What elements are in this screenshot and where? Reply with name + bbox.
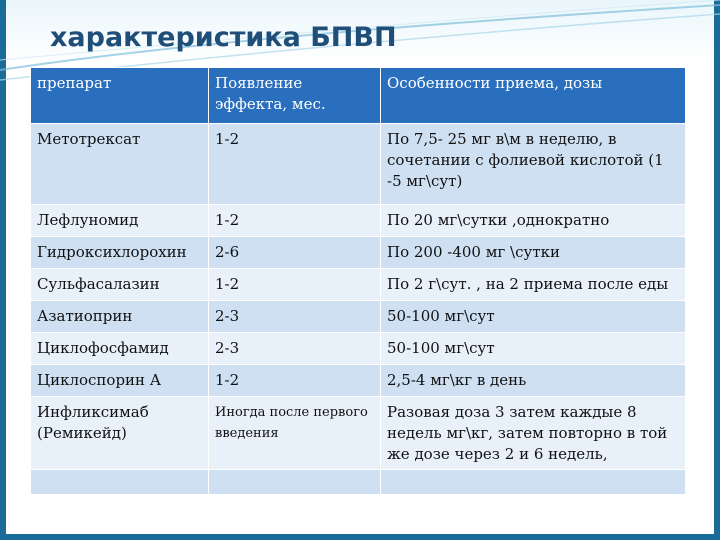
cell-drug: Инфликсимаб (Ремикейд) [31, 397, 209, 470]
cell-onset: 2-6 [209, 237, 381, 269]
header-onset: Появление эффекта, мес. [209, 68, 381, 124]
table-row [31, 397, 686, 470]
table-row [31, 365, 686, 397]
cell-drug: Метотрексат [31, 124, 209, 205]
cell-onset: Иногда после первого введения [209, 397, 381, 470]
cell-dosing: По 20 мг\сутки ,однократно [381, 205, 686, 237]
cell-drug: Лефлуномид [31, 205, 209, 237]
table-row [31, 301, 686, 333]
cell-drug: Циклоспорин А [31, 365, 209, 397]
cell-onset: 1-2 [209, 205, 381, 237]
table-row [31, 205, 686, 237]
cell-dosing: По 200 -400 мг \сутки [381, 237, 686, 269]
cell-onset [209, 470, 381, 495]
table-row [31, 237, 686, 269]
header-dosing: Особенности приема, дозы [381, 68, 686, 124]
cell-dosing: 50-100 мг\сут [381, 333, 686, 365]
cell-onset: 1-2 [209, 269, 381, 301]
cell-dosing: Разовая доза 3 затем каждые 8 недель мг\кг, затем повторно в той же дозе через 2 и 6 недель, [381, 397, 686, 470]
cell-dosing: 50-100 мг\сут [381, 301, 686, 333]
table-row [31, 124, 686, 205]
slide-title: характеристика БПВП [50, 22, 397, 53]
cell-dosing: 2,5-4 мг\кг в день [381, 365, 686, 397]
cell-drug [31, 470, 209, 495]
cell-onset: 1-2 [209, 365, 381, 397]
table-row [31, 333, 686, 365]
cell-drug: Азатиоприн [31, 301, 209, 333]
table-header-row [31, 68, 686, 124]
cell-drug: Гидроксихлорохин [31, 237, 209, 269]
table-row-empty [31, 470, 686, 495]
cell-drug: Циклофосфамид [31, 333, 209, 365]
drug-table [30, 67, 686, 495]
cell-dosing: По 2 г\сут. , на 2 приема после еды [381, 269, 686, 301]
cell-dosing [381, 470, 686, 495]
cell-onset: 2-3 [209, 333, 381, 365]
cell-onset: 2-3 [209, 301, 381, 333]
header-drug: препарат [31, 68, 209, 124]
cell-dosing: По 7,5- 25 мг в\м в неделю, в сочетании с фолиевой кислотой (1 -5 мг\сут) [381, 124, 686, 205]
cell-drug: Сульфасалазин [31, 269, 209, 301]
table-row [31, 269, 686, 301]
cell-onset: 1-2 [209, 124, 381, 205]
